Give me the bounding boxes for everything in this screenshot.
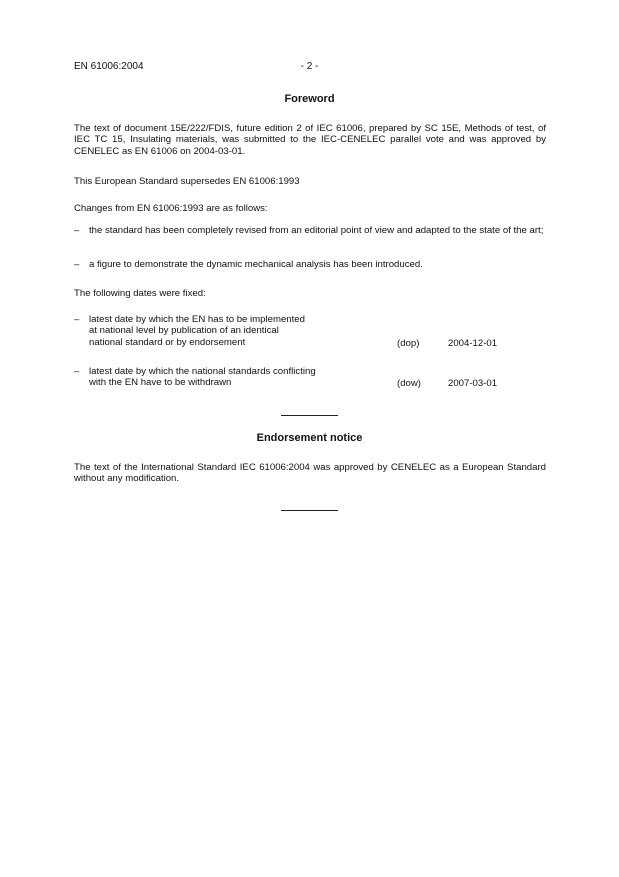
- foreword-paragraph-2: This European Standard supersedes EN 61006:1993: [74, 176, 300, 187]
- foreword-paragraph-1: The text of document 15E/222/FDIS, future edition 2 of IEC 61006, prepared by SC 15E, Methods of test, of IEC TC 15, Insulating materials, was submitted to the IEC-CENELEC parallel vote and was approved by CENELEC as EN 61006 on 2004-03-01.: [74, 123, 546, 157]
- date-value: 2007-03-01: [448, 378, 498, 389]
- change-item-text: a figure to demonstrate the dynamic mechanical analysis has been introduced.: [89, 259, 423, 270]
- description-line: with the EN have to be withdrawn: [89, 377, 232, 389]
- section-divider: [281, 510, 338, 511]
- endorsement-heading: Endorsement notice: [256, 432, 363, 444]
- page-number: - 2 -: [300, 61, 319, 72]
- date-item-description: [89, 314, 349, 348]
- section-divider: [281, 415, 338, 416]
- endorsement-text: The text of the International Standard IEC 61006:2004 was approved by CENELEC as a European Standard without any modification.: [74, 462, 546, 485]
- dash-bullet: –: [74, 314, 80, 325]
- dash-bullet: –: [74, 225, 80, 236]
- dash-bullet: –: [74, 259, 80, 270]
- date-item-description: [89, 366, 349, 389]
- description-line: national standard or by endorsement: [89, 336, 246, 348]
- dash-bullet: –: [74, 366, 80, 377]
- description-line: at national level by publication of an identical: [89, 325, 279, 337]
- description-line: latest date by which the national standards conflicting: [89, 366, 316, 377]
- date-abbreviation: (dow): [397, 378, 421, 389]
- foreword-heading: Foreword: [284, 93, 335, 105]
- document-id: EN 61006:2004: [74, 61, 144, 72]
- foreword-paragraph-3: Changes from EN 61006:1993 are as follows:: [74, 203, 268, 214]
- date-value: 2004-12-01: [448, 338, 498, 349]
- description-line: latest date by which the EN has to be implemented: [89, 314, 305, 325]
- date-abbreviation: (dop): [397, 338, 420, 349]
- dates-intro: The following dates were fixed:: [74, 288, 206, 299]
- change-item-text: the standard has been completely revised from an editorial point of view and adapted to the state of the art;: [89, 225, 544, 236]
